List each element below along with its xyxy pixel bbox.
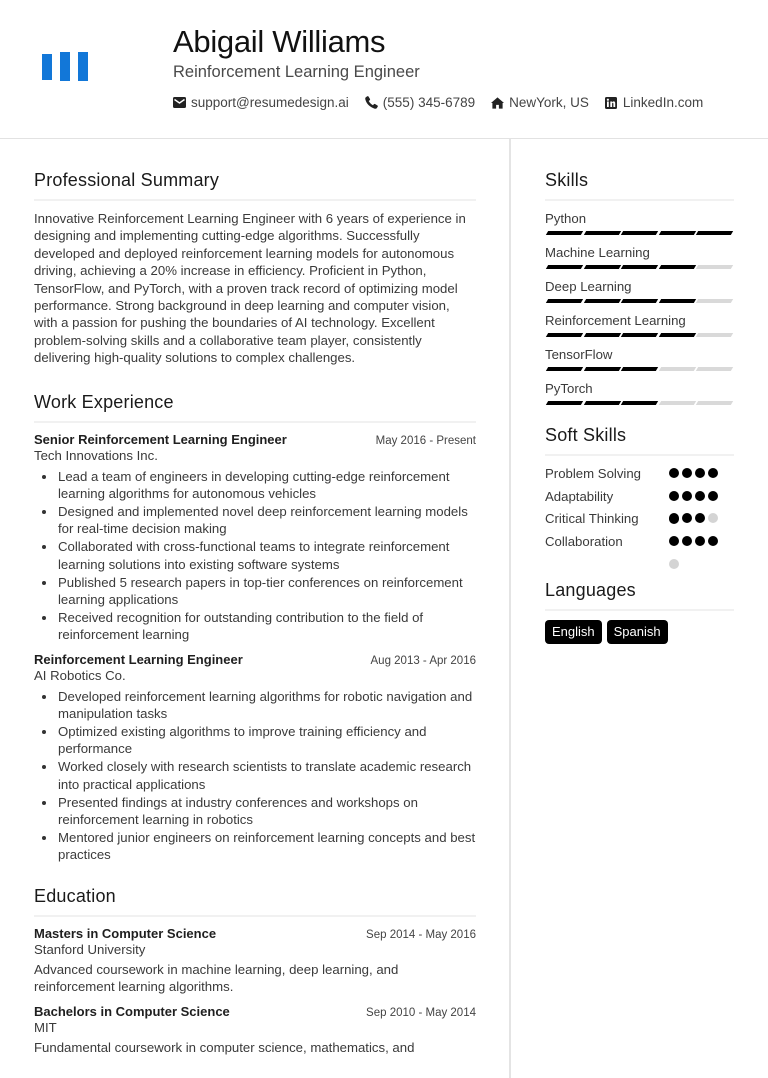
rating-dot-icon	[695, 491, 705, 501]
rating-dot-icon	[682, 468, 692, 478]
candidate-name: Abigail Williams	[173, 24, 386, 59]
sidebar-column	[545, 170, 734, 644]
section-heading: Professional Summary	[34, 170, 476, 201]
school: Stanford University	[34, 941, 146, 957]
bullet-item: Published 5 research papers in top-tier conferences on reinforcement learning applications	[58, 574, 476, 609]
rating-dot-icon	[682, 491, 692, 501]
education-description: Fundamental coursework in computer science, mathematics, and	[34, 1039, 415, 1055]
skill-bar-segment	[621, 333, 658, 337]
job-entry	[34, 652, 476, 864]
rating-dot-icon	[695, 468, 705, 478]
bullet-item: Developed reinforcement learning algorithms for robotic navigation and manipulation tasks	[58, 688, 476, 723]
contact-list	[173, 95, 719, 110]
job-dates: Aug 2013 - Apr 2016	[370, 654, 476, 667]
degree: Bachelors in Computer Science	[34, 1003, 230, 1019]
skill-bar-segment	[583, 401, 620, 405]
bullet-item: Mentored junior engineers on reinforcement learning concepts and best practices	[58, 829, 476, 863]
skill-name: TensorFlow	[545, 347, 613, 362]
skills-list	[545, 210, 734, 405]
skill-bar-segment	[696, 231, 733, 235]
skill-bar-segment	[696, 265, 733, 269]
contact-email[interactable]: support@resumedesign.ai	[173, 95, 349, 110]
school: MIT	[34, 1019, 57, 1035]
education-entry	[34, 1004, 476, 1056]
bullet-item: Worked closely with research scientists to translate academic research into practical applications	[58, 758, 476, 793]
bullet-item: Designed and implemented novel deep reinforcement learning models for real-time decision making	[58, 503, 476, 538]
rating-dot-icon	[669, 468, 679, 478]
skill-bar-segment	[583, 299, 620, 303]
soft-skill-item	[545, 465, 734, 488]
language-badge: Spanish	[607, 620, 668, 644]
skill-bar-segment	[658, 333, 695, 337]
skill-item	[545, 278, 734, 303]
skill-bar-segment	[583, 367, 620, 371]
skill-bar-segment	[546, 333, 583, 337]
section-heading: Education	[34, 886, 476, 917]
skill-bar-segment	[658, 299, 695, 303]
envelope-icon	[173, 96, 186, 109]
skill-level-bar	[545, 401, 734, 405]
experience-section	[34, 392, 476, 864]
education-description: Advanced coursework in machine learning, deep learning, and reinforcement learning algorithms.	[34, 961, 399, 995]
languages-section	[545, 580, 734, 644]
job-title: Reinforcement Learning Engineer	[34, 651, 243, 667]
skill-bar-segment	[696, 299, 733, 303]
job-dates: May 2016 - Present	[375, 434, 476, 447]
soft-skills-section	[545, 425, 734, 556]
skill-level-bar	[545, 367, 734, 371]
rating-dot-icon	[682, 536, 692, 546]
bullet-item: Lead a team of engineers in developing cutting-edge reinforcement learning algorithms for autonomous vehicles	[58, 468, 476, 503]
skill-bar-segment	[621, 401, 658, 405]
resume-header	[0, 0, 768, 139]
skill-bar-segment	[658, 401, 695, 405]
soft-skill-item	[545, 533, 734, 556]
section-heading: Skills	[545, 170, 734, 201]
soft-skill-name: Critical Thinking	[545, 511, 639, 527]
education-entry	[34, 926, 476, 996]
skill-item	[545, 346, 734, 371]
candidate-title: Reinforcement Learning Engineer	[173, 63, 420, 81]
soft-skill-rating	[669, 533, 723, 569]
skill-name: PyTorch	[545, 381, 593, 396]
linkedin-icon	[605, 96, 618, 109]
degree: Masters in Computer Science	[34, 925, 217, 941]
section-heading: Work Experience	[34, 392, 476, 423]
main-column	[34, 170, 476, 1064]
soft-skills-list	[545, 465, 734, 556]
skill-name: Python	[545, 211, 587, 226]
phone-icon	[365, 96, 378, 109]
skill-bar-segment	[621, 231, 658, 235]
home-icon	[491, 96, 504, 109]
rating-dot-icon	[695, 513, 705, 523]
skill-item	[545, 210, 734, 235]
soft-skill-item	[545, 510, 734, 533]
job-title: Senior Reinforcement Learning Engineer	[34, 431, 287, 447]
rating-dot-icon	[708, 491, 718, 501]
skill-item	[545, 312, 734, 337]
bullet-item: Received recognition for outstanding contribution to the field of reinforcement learning	[58, 609, 476, 644]
bullet-item: Optimized existing algorithms to improve training efficiency and performance	[58, 723, 476, 758]
skill-level-bar	[545, 299, 734, 303]
skill-level-bar	[545, 265, 734, 269]
job-bullets	[34, 688, 476, 864]
skill-bar-segment	[583, 231, 620, 235]
contact-linkedin[interactable]: LinkedIn.com	[605, 95, 703, 110]
skill-bar-segment	[658, 231, 695, 235]
bullet-item: Collaborated with cross-functional teams to integrate reinforcement learning solutions into existing software systems	[58, 538, 476, 573]
skill-bar-segment	[658, 265, 695, 269]
soft-skill-name: Collaboration	[545, 534, 623, 550]
skill-bar-segment	[696, 367, 733, 371]
skill-bar-segment	[621, 299, 658, 303]
skill-name: Reinforcement Learning	[545, 313, 686, 328]
language-badge: English	[545, 620, 602, 644]
soft-skill-name: Adaptability	[545, 488, 614, 504]
skill-bar-segment	[658, 367, 695, 371]
skill-bar-segment	[546, 367, 583, 371]
rating-dot-icon	[695, 536, 705, 546]
skill-level-bar	[545, 333, 734, 337]
skill-name: Machine Learning	[545, 245, 650, 260]
skill-bar-segment	[696, 401, 733, 405]
rating-dot-icon	[669, 513, 679, 523]
bullet-item: Presented findings at industry conferences and workshops on reinforcement learning in robotics	[58, 794, 476, 829]
rating-dot-icon	[669, 491, 679, 501]
skill-bar-segment	[546, 265, 583, 269]
summary-section	[34, 170, 476, 367]
contact-phone[interactable]: (555) 345-6789	[365, 95, 475, 110]
soft-skill-item	[545, 488, 734, 511]
education-dates: Sep 2014 - May 2016	[366, 928, 476, 941]
job-entry	[34, 432, 476, 644]
rating-dot-icon	[682, 513, 692, 523]
skill-bar-segment	[621, 367, 658, 371]
rating-dot-icon	[708, 513, 718, 523]
section-heading: Languages	[545, 580, 734, 611]
skill-bar-segment	[546, 299, 583, 303]
section-heading: Soft Skills	[545, 425, 734, 456]
job-bullets	[34, 468, 476, 644]
summary-text: Innovative Reinforcement Learning Engineer with 6 years of experience in designing and implementing cutting-edge algorithms. Successfully developed and deployed reinforcement learning models for autonomous driving, achieving a 20% increase in efficiency. Proficient in Python, TensorFlow, and PyTorch, with a proven track record of optimizing model performance. Strong background in deep learning and computer vision, with a passion for pushing the boundaries of AI technology. Excellent problem-solving skills and a collaborative team player, consistently delivering high-quality solutions to complex challenges.	[34, 211, 466, 366]
job-company: AI Robotics Co.	[34, 667, 126, 683]
education-section	[34, 886, 476, 1056]
logo-bars-icon	[42, 52, 88, 81]
rating-dot-icon	[669, 559, 679, 569]
rating-dot-icon	[708, 536, 718, 546]
skill-name: Deep Learning	[545, 279, 632, 294]
skill-bar-segment	[696, 333, 733, 337]
skill-bar-segment	[583, 333, 620, 337]
skill-bar-segment	[546, 401, 583, 405]
skill-bar-segment	[621, 265, 658, 269]
education-dates: Sep 2010 - May 2014	[366, 1006, 476, 1019]
skill-bar-segment	[546, 231, 583, 235]
column-divider	[509, 139, 511, 1078]
skills-section	[545, 170, 734, 405]
rating-dot-icon	[669, 536, 679, 546]
soft-skill-name: Problem Solving	[545, 466, 642, 481]
skill-bar-segment	[583, 265, 620, 269]
skill-item	[545, 244, 734, 269]
rating-dot-icon	[708, 468, 718, 478]
job-company: Tech Innovations Inc.	[34, 447, 158, 463]
skill-item	[545, 380, 734, 405]
language-list	[545, 620, 734, 644]
contact-location: NewYork, US	[491, 95, 589, 110]
skill-level-bar	[545, 231, 734, 235]
